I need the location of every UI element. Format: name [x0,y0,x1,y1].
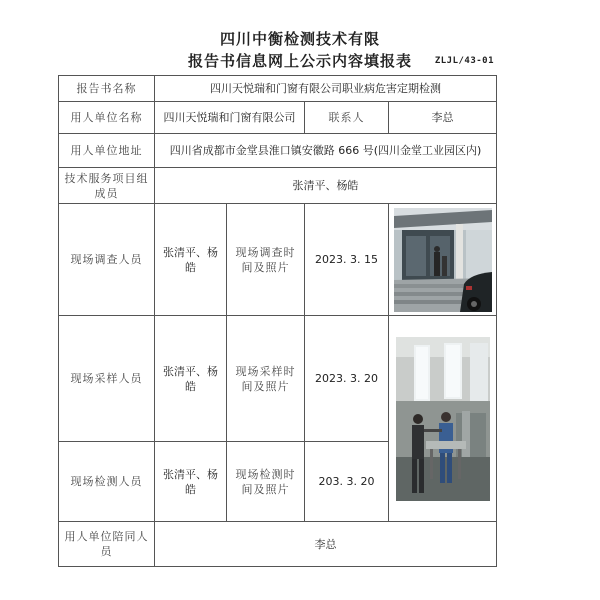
sampling-staff-value: 张清平、杨皓 [155,316,227,442]
report-name-value: 四川天悦瑞和门窗有限公司职业病危害定期检测 [155,76,497,102]
testing-staff-label: 现场检测人员 [59,442,155,522]
address-value: 四川省成都市金堂县淮口镇安徽路 666 号(四川金堂工业园区内) [155,134,497,168]
employer-label: 用人单位名称 [59,102,155,134]
form-title: 报告书信息网上公示内容填报表 [187,52,412,70]
address-label: 用人单位地址 [59,134,155,168]
testing-date: 203. 3. 20 [305,442,389,522]
testing-staff-value: 张清平、杨皓 [155,442,227,522]
sampling-photo-image [396,337,490,501]
testing-time-label: 现场检测时间及照片 [227,442,305,522]
report-name-label: 报告书名称 [59,76,155,102]
survey-photo-image [394,208,492,312]
survey-photo [389,204,497,316]
employer-value: 四川天悦瑞和门窗有限公司 [155,102,305,134]
contact-value: 李总 [389,102,497,134]
form-code: ZLJL/43-01 [434,56,494,66]
escort-label: 用人单位陪同人员 [59,522,155,567]
team-label: 技术服务项目组成员 [59,168,155,204]
survey-staff-label: 现场调查人员 [59,204,155,316]
contact-label: 联系人 [305,102,389,134]
survey-staff-value: 张清平、杨皓 [155,204,227,316]
sampling-photo [389,316,497,522]
info-form-table [58,75,497,567]
sampling-time-label: 现场采样时间及照片 [227,316,305,442]
sampling-date: 2023. 3. 20 [305,316,389,442]
escort-value: 李总 [155,522,497,567]
team-value: 张清平、杨皓 [155,168,497,204]
survey-time-label: 现场调查时间及照片 [227,204,305,316]
company-title: 四川中衡检测技术有限 [219,30,380,48]
survey-date: 2023. 3. 15 [305,204,389,316]
sampling-staff-label: 现场采样人员 [59,316,155,442]
